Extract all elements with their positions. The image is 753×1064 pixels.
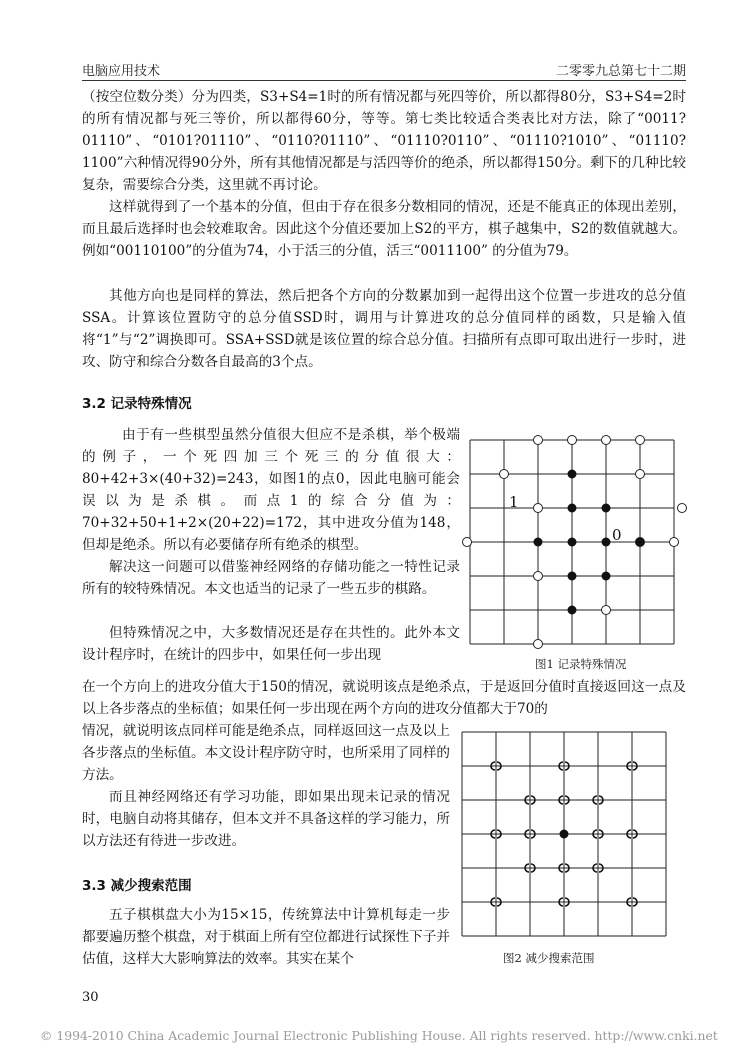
point-label-0: 0 <box>612 526 622 544</box>
black-stone <box>636 538 645 547</box>
black-stone <box>568 504 577 513</box>
black-stone <box>568 606 577 615</box>
section-heading-3-2: 3.2 记录特殊情况 <box>82 396 192 412</box>
white-stone <box>568 436 577 445</box>
paragraph-common-traits-end: 情况，就说明该点同样可能是绝杀点，同样返回这一点及以上各步落点的坐标值。本文设计程序防守时，也所采用了同样的方法。 <box>82 723 450 784</box>
white-stone <box>678 504 687 513</box>
black-stone <box>602 538 611 547</box>
white-stone <box>534 504 543 513</box>
white-stone <box>636 436 645 445</box>
black-stone <box>602 572 611 581</box>
figure-2-board <box>462 732 702 942</box>
page-number: 30 <box>82 990 99 1005</box>
point-label-1: 1 <box>509 493 519 511</box>
white-stone <box>670 538 679 547</box>
journal-name: 电脑应用技术 <box>82 64 161 79</box>
paragraph-common-traits-cont: 在一个方向上的进攻分值大于150的情况，就说明该点是绝杀点，于是返回分值时直接返回这一点及以上各步落点的坐标值；如果任何一步出现在两个方向的进攻分值都大于70的 <box>82 679 686 718</box>
figure-2-caption: 图2 减少搜索范围 <box>503 951 595 965</box>
black-stone <box>602 504 611 513</box>
figure-1-caption: 图1 记录特殊情况 <box>535 657 627 671</box>
header-rule <box>82 80 686 81</box>
copyright-footer: © 1994-2010 China Academic Journal Electronic Publishing House. All rights reserved. http://www.cnki.net <box>40 1028 718 1043</box>
paragraph-total-score: 其他方向也是同样的算法，然后把各个方向的分数累加到一起得出这个位置一步进攻的总分值SSA。计算该位置防守的总分值SSD时，调用与计算进攻的总分值同样的函数，只是输入值将“1”与“2”调换即可。SSA+SSD就是该位置的综合总分值。扫描所有点即可取出进行一步时，进攻、防守和综合分数各自最高的3个点。 <box>82 288 686 371</box>
white-stone <box>534 640 543 649</box>
issue-label: 二零零九总第七十二期 <box>555 64 686 79</box>
paragraph-classification: （按空位数分类）分为四类，S3+S4=1时的所有情况都与死四等价，所以都得80分，S3+S4=2时的所有情况都与死三等价，所以都得60分，等等。第七类比较适合类表比对方法，除了“0011?01110”、“0101?01110”、“0110?01110”、“01110?0110”、“01110?1010”、“01110?1100”六种情况得90分外，所有其他情况都是与活四等价的绝杀，所以都得150分。剩下的几种比较复杂，需要综合分类，这里就不再讨论。 <box>82 89 686 194</box>
white-stone <box>534 436 543 445</box>
white-stone <box>636 470 645 479</box>
black-stone <box>568 538 577 547</box>
paragraph-base-score: 这样就得到了一个基本的分值，但由于存在很多分数相同的情况，还是不能真正的体现出差别，而且最后选择时也会较难取舍。因此这个分值还要加上S2的平方，棋子越集中，S2的数值就越大。例如“00110100”的分值为74，小于活三的分值，活三“0011100” 的分值为79。 <box>82 199 686 260</box>
paragraph-common-traits: 但特殊情况之中，大多数情况还是存在共性的。此外本文设计程序时，在统计的四步中，如果任何一步出现 <box>82 625 460 664</box>
paragraph-search-range: 五子棋棋盘大小为15×15，传统算法中计算机每走一步都要遍历整个棋盘，对于棋面上所有空位都进行试探性下子并估值，这样大大影响算法的效率。其实在某个 <box>82 907 450 968</box>
white-stone <box>602 606 611 615</box>
white-stone <box>463 538 472 547</box>
paragraph-special-cases: 由于有一些棋型虽然分值很大但应不是杀棋，举个极端的例子，一个死四加三个死三的分值很大：80+42+3×(40+32)=243，如图1的点0，因此电脑可能会误以为是杀棋。而点1的综合分值为：70+32+50+1+2×(20+22)=172，其中进攻分值为148，但却是绝杀。所以有必要储存所有绝杀的棋型。 <box>82 427 460 554</box>
white-stone <box>534 572 543 581</box>
black-stone <box>568 470 577 479</box>
paragraph-neural-network: 解决这一问题可以借鉴神经网络的存储功能之一特性记录所有的较特殊情况。本文也适当的记录了一些五步的棋路。 <box>82 559 460 598</box>
black-stone <box>534 538 543 547</box>
white-stone <box>500 470 509 479</box>
white-stone <box>602 436 611 445</box>
black-stone <box>560 830 569 839</box>
black-stone <box>568 572 577 581</box>
paragraph-learning: 而且神经网络还有学习功能，即如果出现未记录的情况时，电脑自动将其储存，但本文并不具备这样的学习能力，所以方法还有待进一步改进。 <box>82 789 450 850</box>
section-heading-3-3: 3.3 减少搜索范围 <box>82 878 192 894</box>
figure-1-board <box>464 436 704 656</box>
